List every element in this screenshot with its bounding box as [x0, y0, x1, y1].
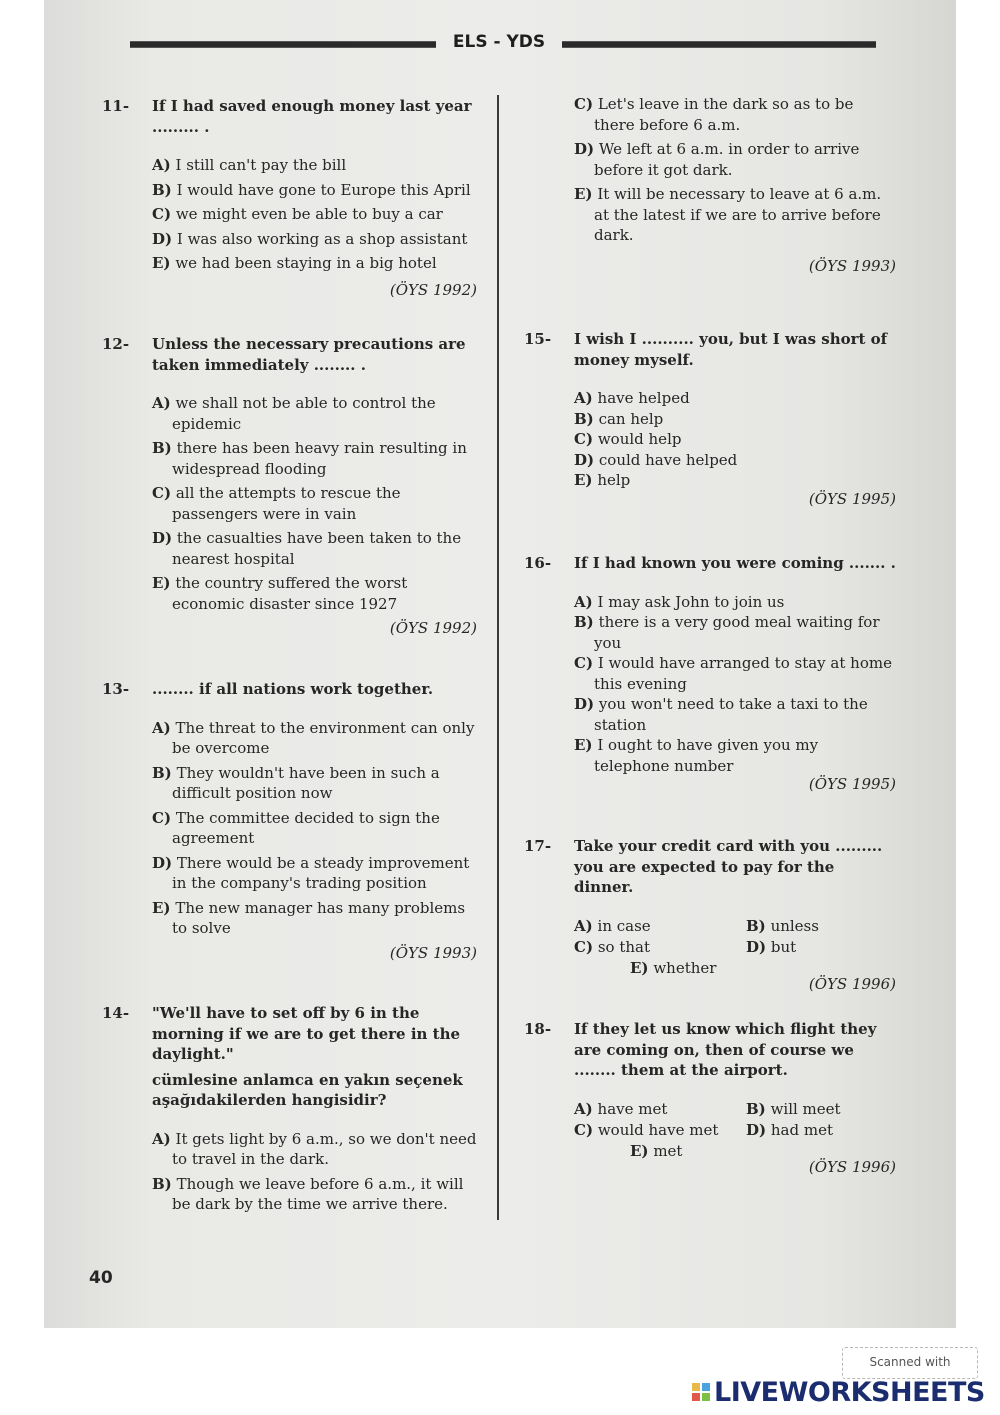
option-text: there has been heavy rain resulting in widespread flooding — [172, 439, 467, 478]
option-letter: D) — [574, 450, 595, 469]
option-text: whether — [653, 958, 717, 977]
option-letter: E) — [152, 254, 171, 272]
question-number: 12- — [102, 335, 130, 353]
options-list — [152, 1129, 477, 1215]
question-stem: "We'll have to set off by 6 in the morning if we are to get there in the daylight." — [152, 1004, 461, 1063]
question-source: (ÖYS 1993) — [389, 943, 477, 962]
option-text: The threat to the environment can only be overcome — [172, 718, 475, 757]
option-b[interactable] — [746, 1099, 886, 1120]
option-e[interactable] — [574, 184, 896, 246]
brand-text: LIVEWORKSHEETS — [714, 1376, 985, 1408]
question-18 — [524, 1019, 896, 1178]
question-16 — [524, 553, 896, 795]
question-stem: Unless the necessary precautions are taken immediately ........ . — [152, 335, 466, 374]
option-text: would help — [597, 430, 682, 448]
option-text: could have helped — [598, 450, 738, 469]
option-letter: D) — [746, 1121, 767, 1139]
option-letter: E) — [630, 958, 649, 977]
options-list — [152, 393, 477, 614]
header-rule-right — [562, 41, 876, 48]
option-letter: A) — [152, 156, 171, 174]
option-letter: B) — [746, 916, 766, 935]
option-text: It gets light by 6 a.m., so we don't need to travel in the dark. — [172, 1129, 477, 1168]
option-letter: B) — [152, 763, 172, 782]
option-text: The committee decided to sign the agreement — [172, 808, 440, 847]
question-source: (ÖYS 1996) — [808, 1158, 896, 1176]
option-letter: A) — [152, 718, 171, 737]
option-text: will meet — [770, 1099, 841, 1118]
option-c[interactable] — [152, 204, 477, 225]
option-e[interactable] — [152, 253, 477, 274]
option-letter: B) — [574, 409, 594, 428]
option-letter: C) — [152, 205, 172, 223]
option-text: I was also working as a shop assistant — [176, 229, 468, 248]
page-header — [130, 32, 876, 54]
option-letter: D) — [152, 529, 173, 547]
question-source: (ÖYS 1996) — [808, 975, 896, 993]
option-a[interactable] — [152, 155, 477, 176]
option-text: I would have gone to Europe this April — [176, 180, 471, 199]
option-letter: C) — [574, 95, 594, 113]
option-letter: B) — [152, 439, 172, 457]
scanned-page — [44, 0, 956, 1328]
option-letter: E) — [152, 898, 171, 917]
option-b[interactable] — [152, 180, 477, 201]
option-c[interactable] — [574, 429, 896, 450]
option-text: Though we leave before 6 a.m., it will be dark by the time we arrive there. — [172, 1174, 464, 1213]
column-divider — [497, 95, 499, 1220]
option-text: help — [597, 471, 631, 489]
options-list — [574, 388, 896, 491]
option-text: would have met — [597, 1121, 719, 1139]
logo-square — [702, 1383, 710, 1391]
option-d[interactable] — [152, 528, 477, 569]
option-d[interactable] — [152, 229, 477, 250]
options-list — [152, 155, 477, 274]
question-11 — [102, 96, 477, 300]
question-number: 13- — [102, 680, 130, 698]
option-text: in case — [597, 916, 651, 935]
option-text: you won't need to take a taxi to the station — [594, 695, 868, 734]
option-letter: E) — [630, 1141, 649, 1160]
option-letter: C) — [152, 484, 172, 502]
option-letter: D) — [152, 853, 173, 872]
option-letter: D) — [746, 938, 767, 956]
option-letter: C) — [574, 938, 594, 956]
option-e[interactable] — [574, 735, 896, 776]
question-17 — [524, 836, 896, 995]
option-letter: A) — [574, 592, 593, 611]
question-15 — [524, 329, 896, 509]
option-text: there is a very good meal waiting for you — [594, 613, 880, 652]
question-14 — [102, 1003, 477, 1219]
question-stem: ........ if all nations work together. — [152, 680, 434, 698]
option-letter: C) — [574, 654, 594, 672]
question-14-continued — [524, 94, 896, 276]
option-letter: C) — [574, 1121, 594, 1139]
option-c[interactable] — [152, 483, 477, 524]
option-c[interactable] — [574, 937, 746, 958]
question-number: 16- — [524, 554, 552, 572]
option-c[interactable] — [574, 1120, 746, 1141]
option-text: have met — [597, 1099, 668, 1118]
liveworksheets-logo[interactable] — [692, 1377, 985, 1407]
option-letter: A) — [574, 916, 593, 935]
option-text: can help — [598, 409, 664, 428]
option-text: the country suffered the worst economic disaster since 1927 — [172, 574, 408, 613]
options-list — [574, 1099, 896, 1162]
option-letter: E) — [152, 574, 171, 592]
option-a[interactable] — [152, 718, 477, 759]
option-b[interactable] — [152, 438, 477, 479]
option-d[interactable] — [574, 694, 896, 735]
option-a[interactable] — [574, 916, 746, 937]
option-letter: C) — [574, 430, 594, 448]
option-d[interactable] — [574, 139, 896, 180]
option-b[interactable] — [574, 409, 896, 430]
option-text: the casualties have been taken to the nearest hospital — [172, 529, 462, 568]
option-letter: B) — [574, 613, 594, 631]
option-text: had met — [770, 1121, 833, 1139]
question-13 — [102, 679, 477, 963]
options-grid — [574, 1099, 896, 1141]
option-a[interactable] — [574, 592, 896, 613]
question-number: 17- — [524, 837, 552, 855]
options-grid — [574, 916, 896, 958]
question-stem: If I had known you were coming ....... . — [574, 554, 896, 572]
option-letter: A) — [574, 1099, 593, 1118]
option-letter: B) — [152, 1174, 172, 1193]
liveworksheets-icon — [692, 1383, 710, 1401]
option-text: but — [770, 938, 797, 956]
option-text: Let's leave in the dark so as to be there before 6 a.m. — [594, 95, 854, 134]
option-text: I ought to have given you my telephone number — [594, 736, 819, 775]
option-d[interactable] — [574, 450, 896, 471]
option-text: I would have arranged to stay at home this evening — [594, 654, 892, 693]
question-stem: I wish I .......... you, but I was short of money myself. — [574, 330, 888, 369]
option-e[interactable] — [152, 573, 477, 614]
option-b[interactable] — [574, 612, 896, 653]
question-stem: If I had saved enough money last year ......... . — [152, 97, 472, 136]
option-letter: E) — [574, 471, 593, 489]
option-b[interactable] — [746, 916, 886, 937]
question-source: (ÖYS 1993) — [808, 256, 896, 275]
question-source: (ÖYS 1995) — [808, 775, 896, 793]
option-letter: A) — [152, 1129, 171, 1148]
option-d[interactable] — [746, 937, 886, 958]
option-text: have helped — [597, 389, 690, 407]
option-text: There would be a steady improvement in the company's trading position — [172, 853, 470, 892]
option-b[interactable] — [152, 763, 477, 804]
option-text: We left at 6 a.m. in order to arrive before it got dark. — [594, 140, 860, 179]
option-d[interactable] — [152, 853, 477, 894]
option-c[interactable] — [152, 808, 477, 849]
question-stem: If they let us know which flight they are coming on, then of course we ........ them at the airport. — [574, 1020, 877, 1079]
scanned-with-badge: Scanned with — [842, 1347, 978, 1379]
option-text: we shall not be able to control the epidemic — [172, 394, 436, 433]
logo-square — [692, 1383, 700, 1391]
question-12 — [102, 334, 477, 639]
options-list — [152, 718, 477, 939]
option-text: I still can't pay the bill — [175, 156, 347, 174]
question-number: 18- — [524, 1020, 552, 1038]
option-letter: B) — [152, 180, 172, 199]
option-letter: E) — [574, 736, 593, 754]
option-c[interactable] — [574, 94, 896, 135]
header-title: ELS - YDS — [452, 32, 546, 52]
option-d[interactable] — [746, 1120, 886, 1141]
option-letter: D) — [574, 140, 595, 158]
option-letter: D) — [574, 695, 595, 713]
option-text: we might even be able to buy a car — [175, 205, 443, 223]
question-number: 15- — [524, 330, 552, 348]
options-list — [574, 592, 896, 777]
question-number: 11- — [102, 97, 130, 115]
option-text: unless — [770, 916, 819, 935]
option-letter: E) — [574, 185, 593, 203]
page-number: 40 — [89, 1268, 113, 1288]
question-instruction: cümlesine anlamca en yakın seçenek aşağıdakilerden hangisidir? — [152, 1070, 463, 1109]
option-text: The new manager has many problems to solve — [172, 898, 466, 937]
option-letter: A) — [574, 389, 593, 407]
option-text: I may ask John to join us — [597, 592, 785, 611]
option-letter: B) — [746, 1099, 766, 1118]
option-text: we had been staying in a big hotel — [175, 254, 437, 272]
question-source: (ÖYS 1995) — [808, 489, 896, 508]
question-number: 14- — [102, 1004, 130, 1022]
options-list — [574, 916, 896, 979]
option-b[interactable] — [152, 1174, 477, 1215]
header-rule-left — [130, 41, 436, 48]
option-text: It will be necessary to leave at 6 a.m. at the latest if we are to arrive before dark. — [594, 185, 882, 244]
option-a[interactable] — [574, 1099, 746, 1120]
logo-square — [702, 1393, 710, 1401]
logo-square — [692, 1393, 700, 1401]
option-letter: C) — [152, 808, 172, 827]
question-source: (ÖYS 1992) — [389, 619, 477, 637]
question-stem: Take your credit card with you ......... you are expected to pay for the dinner. — [574, 837, 883, 896]
option-text: met — [653, 1141, 683, 1160]
option-text: so that — [597, 938, 650, 956]
option-e[interactable] — [152, 898, 477, 939]
option-letter: D) — [152, 229, 173, 248]
option-letter: A) — [152, 394, 171, 412]
option-a[interactable] — [152, 393, 477, 434]
option-text: They wouldn't have been in such a difficult position now — [172, 763, 440, 802]
option-text: all the attempts to rescue the passengers were in vain — [172, 484, 401, 523]
question-source: (ÖYS 1992) — [389, 280, 477, 299]
option-e[interactable] — [574, 470, 896, 491]
option-c[interactable] — [574, 653, 896, 694]
option-a[interactable] — [152, 1129, 477, 1170]
options-list — [574, 94, 896, 246]
option-a[interactable] — [574, 388, 896, 409]
